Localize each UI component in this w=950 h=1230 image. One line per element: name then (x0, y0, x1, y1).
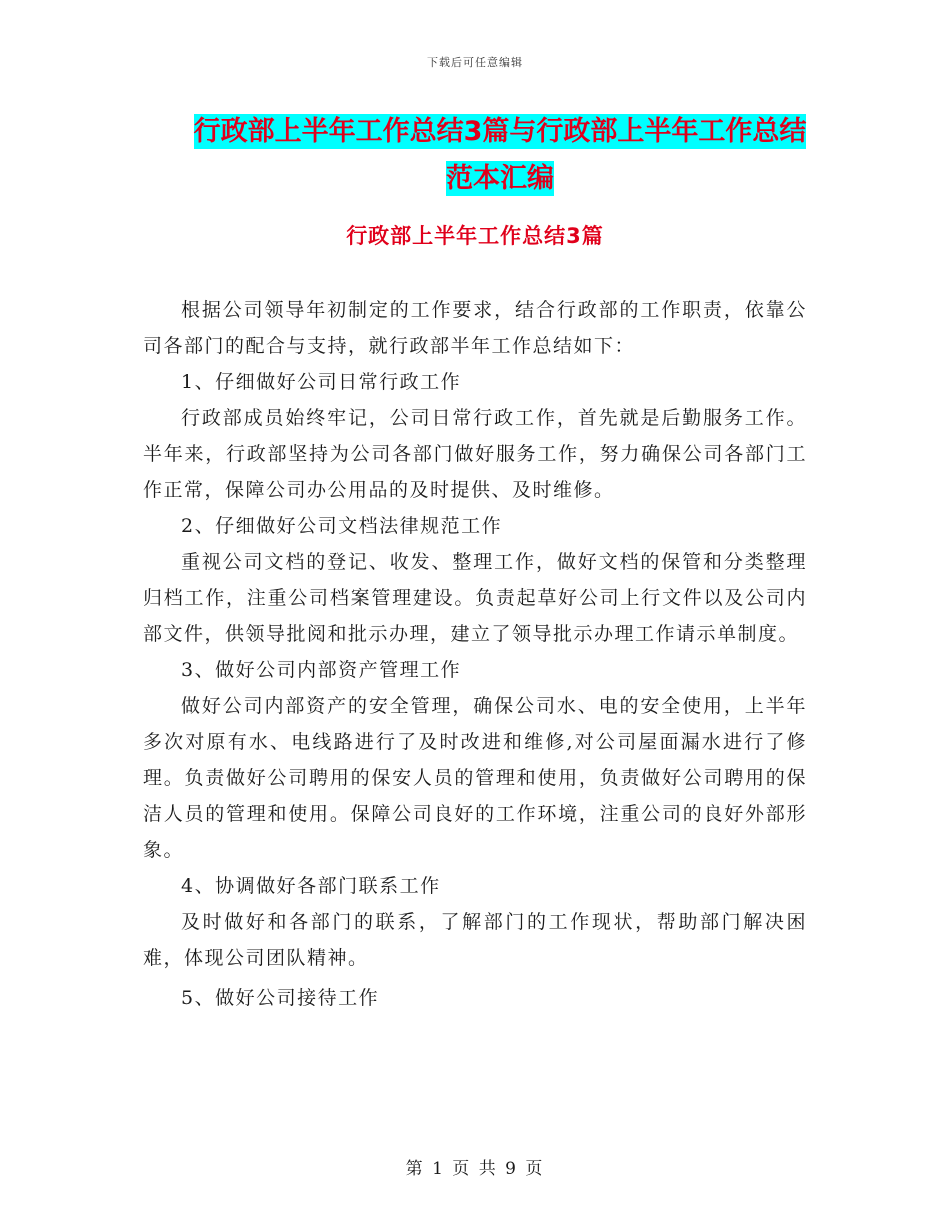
heading-item-5: 5、做好公司接待工作 (181, 987, 380, 1009)
heading-item-1: 1、仔细做好公司日常行政工作 (181, 371, 462, 393)
intro-paragraph: 根据公司领导年初制定的工作要求，结合行政部的工作职责，依靠公司各部门的配合与支持，就行政部半年工作总结如下： (143, 299, 807, 357)
heading-item-2: 2、仔细做好公司文档法律规范工作 (181, 515, 503, 537)
section-title: 行政部上半年工作总结3篇 (346, 224, 604, 248)
title-line-1: 行政部上半年工作总结3篇与行政部上半年工作总结 (193, 116, 807, 147)
body-text (143, 292, 807, 1016)
paragraph-item-1: 行政部成员始终牢记，公司日常行政工作，首先就是后勤服务工作。半年来，行政部坚持为公司各部门做好服务工作，努力确保公司各部门工作正常，保障公司办公用品的及时提供、及时维修。 (143, 407, 807, 501)
title-line-2: 范本汇编 (446, 163, 554, 194)
header-note: 下载后可任意编辑 (427, 56, 523, 69)
paragraph-item-3: 做好公司内部资产的安全管理，确保公司水、电的安全使用，上半年多次对原有水、电线路进行了及时改进和维修,对公司屋面漏水进行了修理。负责做好公司聘用的保安人员的管理和使用，负责做好公司聘用的保洁人员的管理和使用。保障公司良好的工作环境，注重公司的良好外部形象。 (143, 695, 807, 861)
document-title (140, 108, 860, 202)
paragraph-item-4: 及时做好和各部门的联系，了解部门的工作现状，帮助部门解决困难，体现公司团队精神。 (143, 911, 807, 969)
page-number-footer: 第 1 页 共 9 页 (405, 1159, 545, 1179)
heading-item-3: 3、做好公司内部资产管理工作 (181, 659, 462, 681)
paragraph-item-2: 重视公司文档的登记、收发、整理工作，做好文档的保管和分类整理归档工作，注重公司档案管理建设。负责起草好公司上行文件以及公司内部文件，供领导批阅和批示办理，建立了领导批示办理工作请示单制度。 (143, 551, 807, 645)
heading-item-4: 4、协调做好各部门联系工作 (181, 875, 441, 897)
